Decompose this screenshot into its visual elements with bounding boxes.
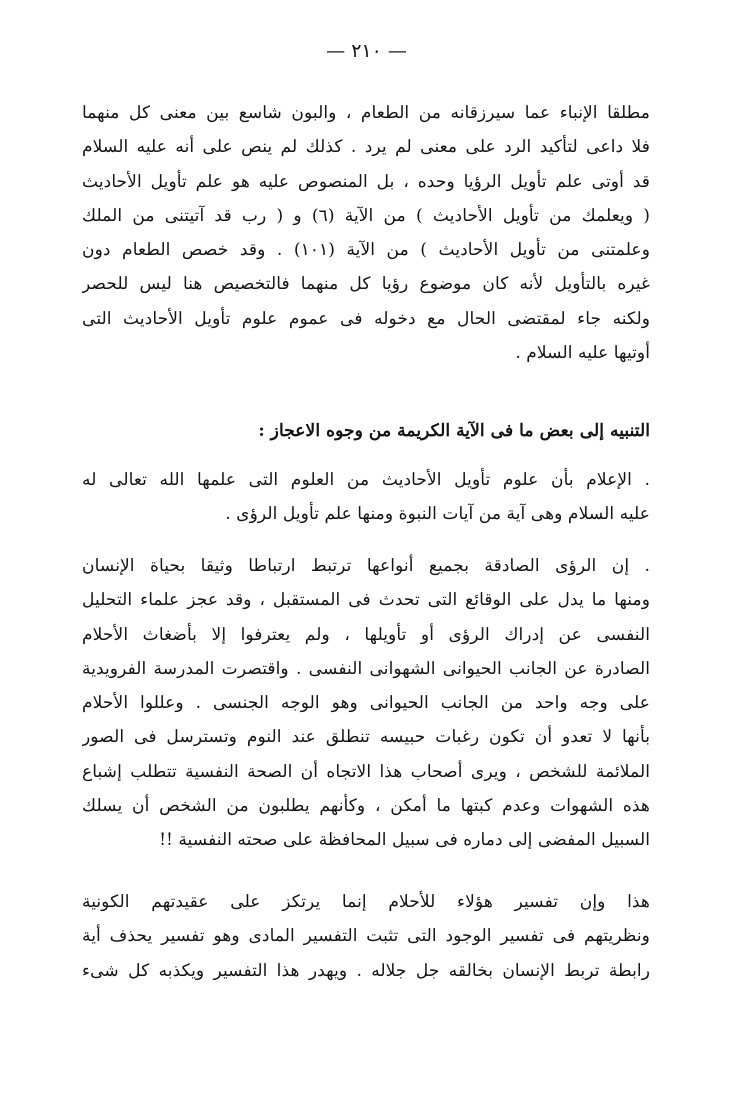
- page-number: — ٢١٠ —: [326, 40, 407, 62]
- text-line: أوتيها عليه السلام .: [515, 343, 650, 364]
- text-line: عليه السلام وهى آية من آيات النبوة ومنها علم تأويل الرؤى .: [225, 504, 650, 525]
- text-line: ونظريتهم فى تفسير الوجود التى تثبت التفسير المادى وهو تفسير يحذف أية: [82, 926, 650, 947]
- text-line: غيره بالتأويل لأنه كان موضوع رؤيا كل منهما فالتخصيص هنا ليس للحصر: [82, 274, 650, 295]
- text-line: قد أوتى علم تأويل الرؤيا وحده ، بل المنصوص عليه هو علم تأويل الأحاديث: [82, 171, 650, 192]
- text-line: فلا داعى لتأكيد الرد على معنى لم يرد . كذلك لم ينص على أنه عليه السلام: [82, 137, 650, 158]
- text-line: على وجه واحد من الجانب الحيوانى وهو الوجه الجنسى . وعللوا الأحلام: [82, 693, 650, 714]
- text-line: هذه الشهوات وعدم كبتها ما أمكن ، وكأنهم يطلبون من الشخص أن يسلك: [82, 796, 650, 817]
- text-line: ومنها ما يدل على الوقائع التى تحدث فى المستقبل ، وقد عجز علماء التحليل: [82, 590, 650, 611]
- text-line: . الإعلام بأن علوم تأويل الأحاديث من العلوم التى علمها الله تعالى له: [82, 470, 650, 490]
- text-line: ولكنه جاء لمقتضى الحال مع دخوله فى عموم علوم تأويل الأحاديث التى: [82, 308, 650, 329]
- text-line: بأنها لا تعدو أن تكون رغبات حبيسه تنطلق عند النوم وتسترسل فى الصور: [82, 727, 650, 748]
- text-line: السبيل المفضى إلى دماره فى سبيل المحافظة على صحته النفسية !!: [159, 830, 650, 851]
- paragraph-1: [82, 96, 650, 370]
- text-line: ( ويعلمك من تأويل الأحاديث ) من الآية (٦) و ( رب قد آتيتنى من الملك: [82, 205, 650, 226]
- text-line: هذا وإن تفسير هؤلاء للأحلام إنما يرتكز على عقيدتهم الكونية: [82, 892, 650, 912]
- heading-text: التنبيه إلى بعض ما فى الآية الكريمة من وجوه الاعجاز :: [258, 421, 650, 441]
- paragraph-4: [82, 885, 650, 988]
- paragraph-3: [82, 549, 650, 858]
- text-line: وعلمتنى من تأويل الأحاديث ) من الآية (١٠١) . وقد خصص الطعام دون: [82, 240, 650, 261]
- text-line: . إن الرؤى الصادقة بجميع أنواعها ترتبط ارتباطا وثيقا بحياة الإنسان: [82, 556, 650, 576]
- text-line: الملائمة للشخص ، ويرى أصحاب هذا الاتجاه أن الصحة النفسية تتطلب إشباع: [82, 761, 650, 782]
- paragraph-2: [82, 463, 650, 532]
- text-line: رابطة تربط الإنسان بخالقه جل جلاله . ويهدر هذا التفسير ويكذبه كل شىء: [82, 960, 650, 981]
- text-line: مطلقا الإنباء عما سيرزقانه من الطعام ، والبون شاسع بين معنى كل منهما: [82, 103, 650, 123]
- text-line: النفسى عن إدراك الرؤى أو تأويلها ، ولم يعترفوا إلا بأضغاث الأحلام: [82, 624, 650, 645]
- text-line: الصادرة عن الجانب الحيوانى الشهوانى النفسى . واقتصرت المدرسة الفرويدية: [82, 658, 650, 679]
- section-heading: [82, 414, 650, 448]
